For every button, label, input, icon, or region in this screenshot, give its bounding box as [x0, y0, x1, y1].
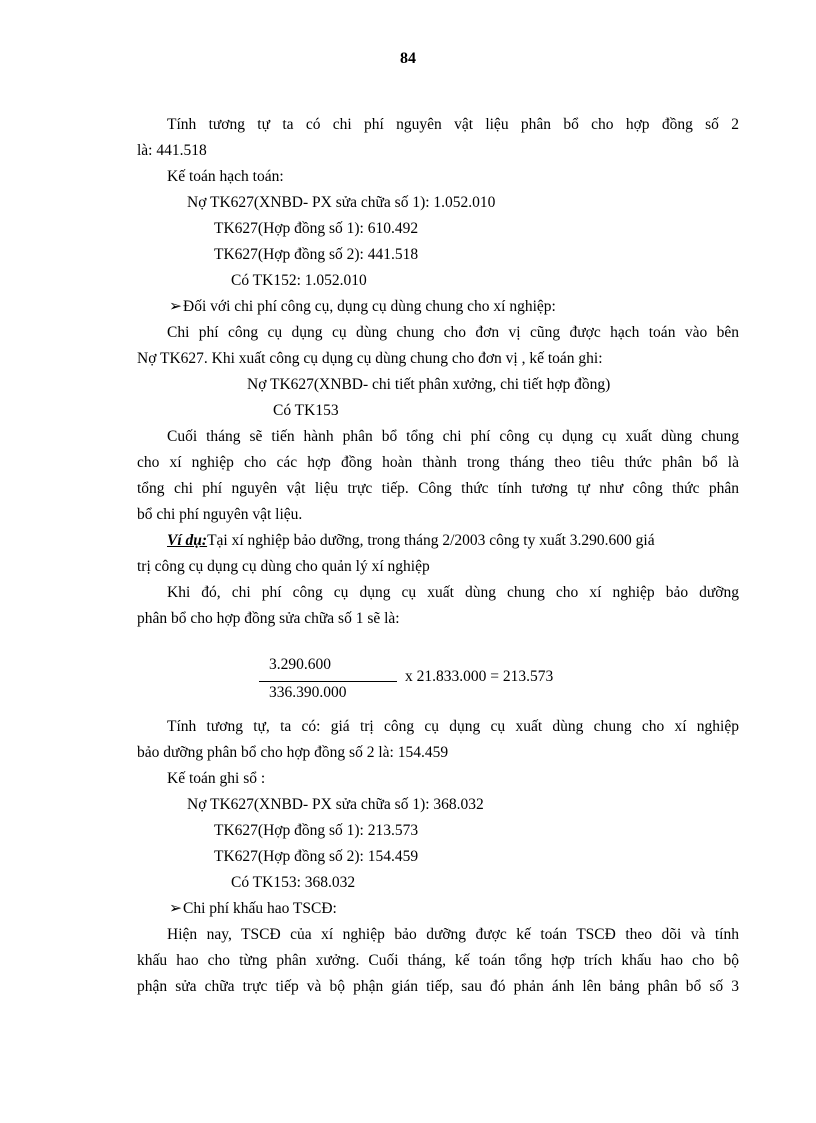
paragraph-line: bổ chi phí nguyên vật liệu.	[137, 506, 303, 523]
paragraph-line: Nợ TK627. Khi xuất công cụ dụng cụ dùng chung cho đơn vị , kế toán ghi:	[137, 350, 603, 367]
example-label: Ví dụ:	[167, 532, 208, 549]
section-heading-text: Chi phí khấu hao TSCĐ:	[183, 900, 337, 917]
journal-debit-sub: TK627(Hợp đồng số 2): 441.518	[214, 246, 419, 263]
paragraph-line: khấu hao cho từng phân xưởng. Cuối tháng, kế toán tổng hợp trích khấu hao cho bộ	[137, 952, 739, 969]
paragraph-line: Tính tương tự ta có chi phí nguyên vật liệu phân bổ cho hợp đồng số 2	[167, 116, 739, 133]
paragraph-line: tổng chi phí nguyên vật liệu trực tiếp. Công thức tính tương tự như công thức phân	[137, 480, 739, 497]
journal-debit-main: Nợ TK627(XNBD- PX sửa chữa số 1): 1.052.010	[187, 194, 496, 211]
page-number: 84	[400, 50, 416, 67]
paragraph-line: Tính tương tự, ta có: giá trị công cụ dụng cụ xuất dùng chung cho xí nghiệp	[167, 718, 739, 735]
paragraph-line: cho xí nghiệp cho các hợp đồng hoàn thành trong tháng theo tiêu thức phân bổ là	[137, 454, 739, 471]
journal-debit-sub: TK627(Hợp đồng số 2): 154.459	[214, 848, 419, 865]
paragraph-line: bảo dưỡng phân bổ cho hợp đồng số 2 là: 154.459	[137, 744, 449, 761]
paragraph-line: phân bổ cho hợp đồng sửa chữa số 1 sẽ là:	[137, 610, 400, 627]
section-heading	[137, 896, 739, 922]
fraction-bar	[259, 681, 397, 682]
page-body	[137, 112, 739, 1000]
section-heading	[137, 294, 739, 320]
paragraph-line: Khi đó, chi phí công cụ dụng cụ xuất dùng chung cho xí nghiệp bảo dưỡng	[167, 584, 739, 601]
journal-credit: Có TK153: 368.032	[231, 874, 356, 891]
arrow-bullet-icon: ➢	[169, 900, 182, 917]
example-text: Tại xí nghiệp bảo dưỡng, trong tháng 2/2003 công ty xuất 3.290.600 giá	[207, 532, 655, 549]
journal-debit-main: Nợ TK627(XNBD- chi tiết phân xưởng, chi tiết hợp đồng)	[247, 376, 611, 393]
journal-debit-main: Nợ TK627(XNBD- PX sửa chữa số 1): 368.032	[187, 796, 484, 813]
journal-credit: Có TK153	[273, 402, 339, 419]
formula-result: x 21.833.000 = 213.573	[405, 668, 554, 685]
section-heading-text: Đối với chi phí công cụ, dụng cụ dùng chung cho xí nghiệp:	[183, 298, 556, 315]
journal-debit-sub: TK627(Hợp đồng số 1): 213.573	[214, 822, 419, 839]
example-line	[137, 528, 739, 554]
entry-heading: Kế toán ghi sổ :	[167, 770, 266, 787]
arrow-bullet-icon: ➢	[169, 298, 182, 315]
paragraph-line: Chi phí công cụ dụng cụ dùng chung cho đơn vị cũng được hạch toán vào bên	[167, 324, 739, 341]
allocation-formula	[137, 656, 739, 712]
paragraph-line: Cuối tháng sẽ tiến hành phân bổ tổng chi phí công cụ dụng cụ xuất dùng chung	[167, 428, 739, 445]
formula-denominator: 336.390.000	[269, 684, 347, 701]
entry-heading: Kế toán hạch toán:	[167, 168, 284, 185]
journal-credit: Có TK152: 1.052.010	[231, 272, 367, 289]
paragraph-line: trị công cụ dụng cụ dùng cho quản lý xí nghiệp	[137, 558, 430, 575]
formula-numerator: 3.290.600	[269, 656, 331, 673]
paragraph-line: là: 441.518	[137, 142, 207, 159]
paragraph-line: phận sửa chữa trực tiếp và bộ phận gián tiếp, sau đó phản ánh lên bảng phân bổ số 3	[137, 978, 739, 995]
paragraph-line: Hiện nay, TSCĐ của xí nghiệp bảo dưỡng được kế toán TSCĐ theo dõi và tính	[167, 926, 739, 943]
journal-debit-sub: TK627(Hợp đồng số 1): 610.492	[214, 220, 419, 237]
